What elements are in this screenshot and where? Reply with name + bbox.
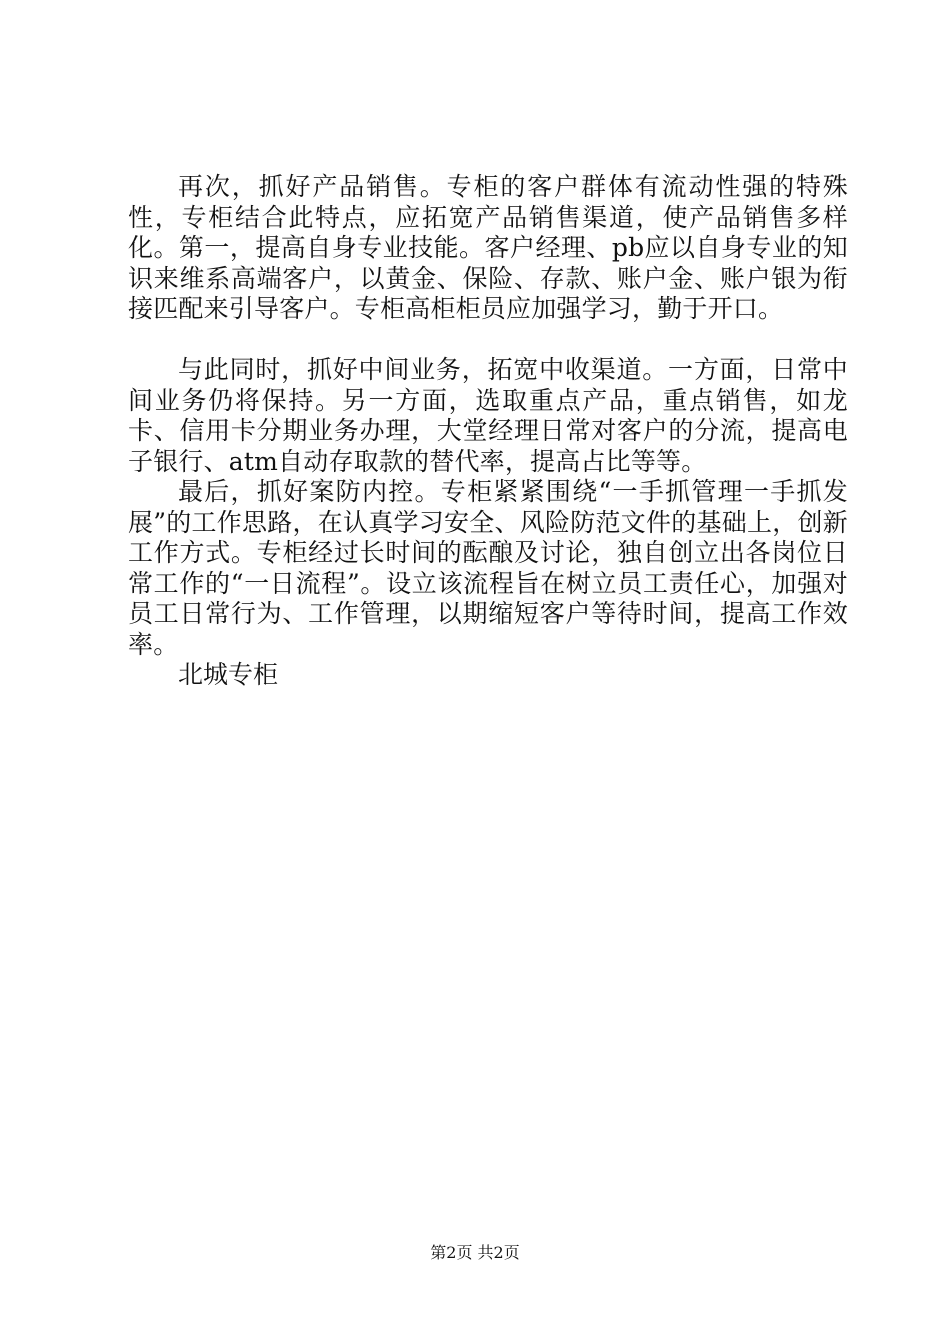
paragraph-risk-control: 最后，抓好案防内控。专柜紧紧围绕“一手抓管理一手抓发展”的工作思路，在认真学习安全、风险防范文件的基础上，创新工作方式。专柜经过长时间的酝酿及讨论，独自创立出各岗位日常工作的“一日流程”。设立该流程旨在树立员工责任心，加强对员工日常行为、工作管理，以期缩短客户等待时间，提高工作效率。 xyxy=(128,477,848,659)
paragraph-product-sales: 再次，抓好产品销售。专柜的客户群体有流动性强的特殊性，专柜结合此特点，应拓宽产品销售渠道，使产品销售多样化。第一，提高自身专业技能。客户经理、pb应以自身专业的知识来维系高端客户，以黄金、保险、存款、账户金、账户银为衔接匹配来引导客户。专柜高柜柜员应加强学习，勤于开口。 xyxy=(128,172,848,323)
signature: 北城专柜 xyxy=(178,660,279,689)
page-footer: 第2页 共2页 xyxy=(430,1243,520,1262)
document-body xyxy=(128,172,848,691)
paragraph-spacer xyxy=(128,325,848,356)
paragraph-intermediate-business: 与此同时，抓好中间业务，拓宽中收渠道。一方面，日常中间业务仍将保持。另一方面，选取重点产品，重点销售，如龙卡、信用卡分期业务办理，大堂经理日常对客户的分流，提高电子银行、atm自动存取款的替代率，提高占比等等。 xyxy=(128,355,848,476)
